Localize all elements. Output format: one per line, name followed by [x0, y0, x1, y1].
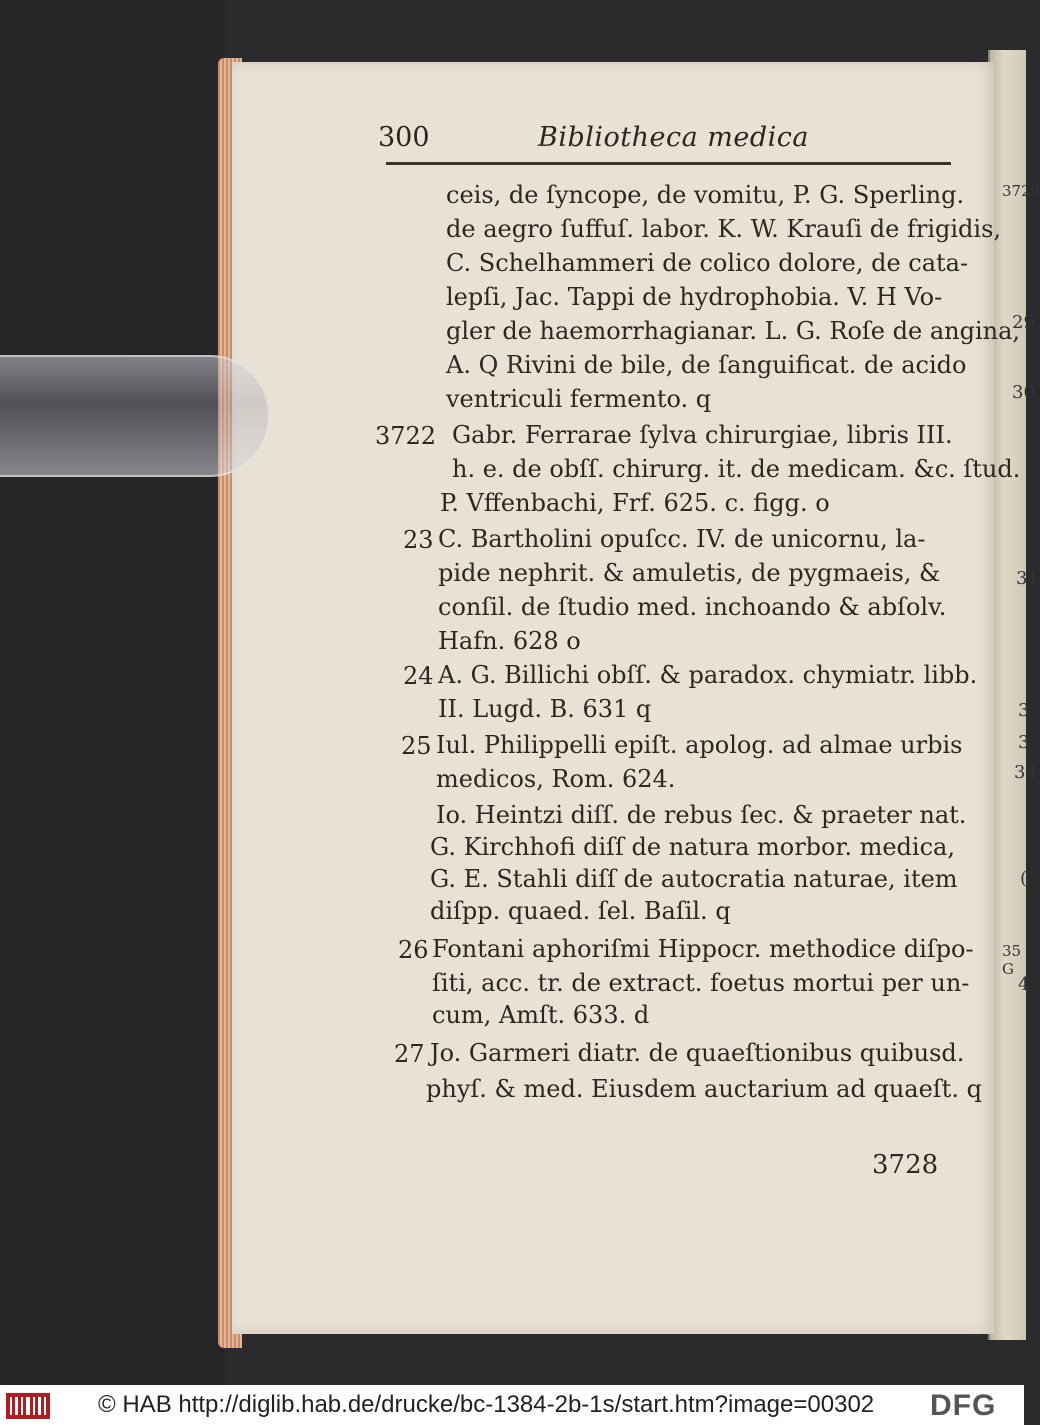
- text-line: conſil. de ſtudio med. inchoando & abſolv.: [438, 593, 947, 621]
- text-line: Iul. Philippelli epiſt. apolog. ad almae urbis: [436, 731, 963, 759]
- text-line: cum, Amſt. 633. d: [432, 1001, 650, 1029]
- source-link[interactable]: © HAB http://diglib.hab.de/drucke/bc-1384-2b-1s/start.htm?image=00302: [98, 1391, 875, 1418]
- facing-page-fragment: 30: [1012, 382, 1035, 403]
- text-line: C. Schelhammeri de colico dolore, de cata-: [446, 249, 969, 277]
- entry-number: 25: [401, 732, 432, 760]
- dfg-logo: DFG: [930, 1389, 997, 1422]
- text-line: medicos, Rom. 624.: [436, 765, 676, 793]
- text-line: A. G. Billichi obſſ. & paradox. chymiatr. libb.: [438, 661, 978, 689]
- text-line: h. e. de obſſ. chirurg. it. de medicam. &c. ſtud.: [452, 455, 1021, 483]
- catchword: 3728: [872, 1150, 939, 1180]
- running-title: Bibliotheca medica: [538, 122, 810, 153]
- text-line: Io. Heintzi diſſ. de rebus ſec. & praeter nat.: [436, 801, 967, 829]
- entry-number: 24: [403, 662, 434, 690]
- text-line: ceis, de ſyncope, de vomitu, P. G. Sperling.: [446, 181, 965, 209]
- text-line: gler de haemorrhagianar. L. G. Roſe de angina,: [446, 317, 1021, 345]
- facing-page-fragment: (: [1020, 868, 1028, 889]
- entry-number: 27: [394, 1040, 425, 1068]
- text-line: II. Lugd. B. 631 q: [438, 695, 652, 723]
- header-rule: [386, 162, 951, 165]
- text-line: Gabr. Ferrarae ſylva chirurgiae, libris III.: [452, 421, 953, 449]
- text-line: lepſi, Jac. Tappi de hydrophobia. V. H Vo-: [446, 283, 943, 311]
- text-line: diſpp. quaed. ſel. Baſil. q: [430, 897, 731, 925]
- facing-page-fragment: 4: [1018, 974, 1030, 995]
- entry-number: 26: [398, 936, 429, 964]
- text-line: ventriculi fermento. q: [446, 385, 712, 413]
- barcode-icon: [6, 1393, 50, 1419]
- facing-page-fragment: 29: [1012, 312, 1035, 333]
- text-line: Fontani aphoriſmi Hippocr. methodice diſpo-: [432, 935, 974, 963]
- facing-page-fragment: 3728: [1002, 182, 1040, 200]
- facing-page-fragment: 34: [1014, 762, 1037, 783]
- footer-bar: [0, 1385, 1024, 1425]
- text-line: G. Kirchhofi diſſ de natura morbor. medica,: [430, 833, 955, 861]
- text-line: ſiti, acc. tr. de extract. foetus mortui per un-: [432, 969, 970, 997]
- text-line: C. Bartholini opuſcc. IV. de unicornu, la-: [438, 525, 926, 553]
- text-line: pide nephrit. & amuletis, de pygmaeis, &: [438, 559, 941, 587]
- text-line: Jo. Garmeri diatr. de quaeſtionibus quibusd.: [430, 1039, 965, 1067]
- text-line: A. Q Rivini de bile, de ſanguificat. de acido: [446, 351, 967, 379]
- page-number: 300: [378, 122, 430, 153]
- scanner-background: [0, 0, 225, 1385]
- text-line: de aegro ſuffuſ. labor. K. W. Krauſi de frigidis,: [446, 215, 1002, 243]
- text-line: Hafn. 628 o: [438, 627, 581, 655]
- text-line: phyſ. & med. Eiusdem auctarium ad quaeſt. q: [426, 1075, 982, 1103]
- facing-page-fragment: 31: [1016, 568, 1039, 589]
- facing-page-fragment: 3: [1018, 732, 1030, 753]
- entry-number: 3722: [375, 422, 437, 450]
- text-line: P. Vffenbachi, Frf. 625. c. figg. o: [440, 489, 830, 517]
- entry-number: 23: [403, 526, 434, 554]
- glass-page-holder: [0, 355, 270, 477]
- page-header: [378, 118, 953, 168]
- facing-page-fragment: 3: [1018, 700, 1030, 721]
- text-line: G. E. Stahli diſſ de autocratia naturae, item: [430, 865, 958, 893]
- facing-page-fragment: 35 G: [1002, 942, 1022, 978]
